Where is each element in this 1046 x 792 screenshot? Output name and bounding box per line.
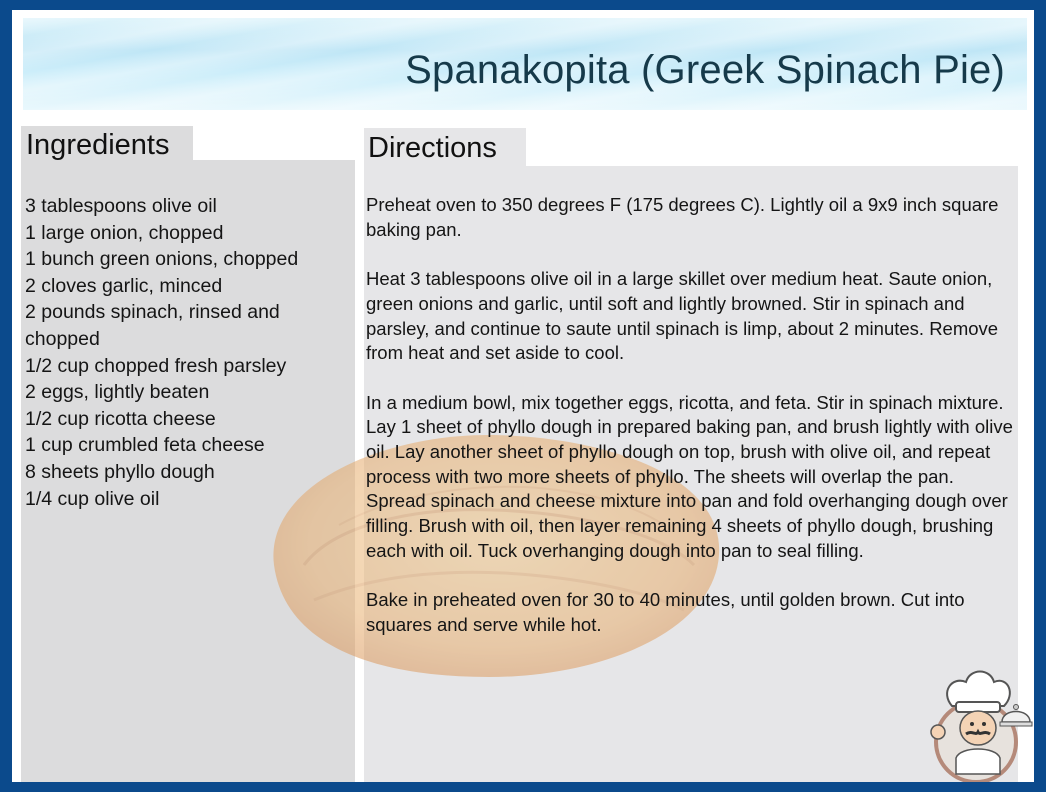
chef-icon <box>910 662 1034 782</box>
ingredient-item: 8 sheets phyllo dough <box>25 460 215 483</box>
directions-heading: Directions <box>368 132 497 164</box>
directions-text <box>366 193 1014 662</box>
recipe-card <box>12 10 1034 782</box>
direction-step: Preheat oven to 350 degrees F (175 degrees C). Lightly oil a 9x9 inch square baking pan. <box>366 194 999 240</box>
direction-step: Heat 3 tablespoons olive oil in a large skillet over medium heat. Saute onion, green onions and garlic, until soft and lightly browned. Stir in spinach and parsley, and continue to saute until spinach is limp, about 2 minutes. Remove from heat and set aside to cool. <box>366 268 999 364</box>
ingredient-item: 1 cup crumbled feta cheese <box>25 434 265 457</box>
page-title: Spanakopita (Greek Spinach Pie) <box>405 48 1005 92</box>
ingredient-item: 1/2 cup chopped fresh parsley <box>25 354 287 377</box>
ingredients-heading: Ingredients <box>26 129 170 161</box>
ingredient-item: 1/4 cup olive oil <box>25 487 160 510</box>
ingredient-item: 1 large onion, chopped <box>25 221 224 244</box>
direction-step: In a medium bowl, mix together eggs, ricotta, and feta. Stir in spinach mixture. Lay 1 sheet of phyllo dough in prepared baking pan, and brush lightly with olive oil. Lay another sheet of phyllo dough on top, brush with olive oil, and repeat process with two more sheets of phyllo. The sheets will overlap the pan. Spread spinach and cheese mixture into pan and fold overhanging dough over filling. Brush with oil, then layer remaining 4 sheets of phyllo dough, brushing each with oil. Tuck overhanging dough into pan to seal filling. <box>366 391 1013 561</box>
ingredient-item: 2 eggs, lightly beaten <box>25 381 210 404</box>
ingredient-item: 2 cloves garlic, minced <box>25 274 223 297</box>
direction-step: Bake in preheated oven for 30 to 40 minutes, until golden brown. Cut into squares and serve while hot. <box>366 589 965 635</box>
ingredient-item: 1/2 cup ricotta cheese <box>25 407 216 430</box>
ingredient-item: 2 pounds spinach, rinsed and chopped <box>25 301 280 350</box>
ingredients-list <box>25 193 345 512</box>
title-banner <box>23 18 1027 110</box>
ingredient-item: 1 bunch green onions, chopped <box>25 248 299 271</box>
ingredient-item: 3 tablespoons olive oil <box>25 195 217 217</box>
